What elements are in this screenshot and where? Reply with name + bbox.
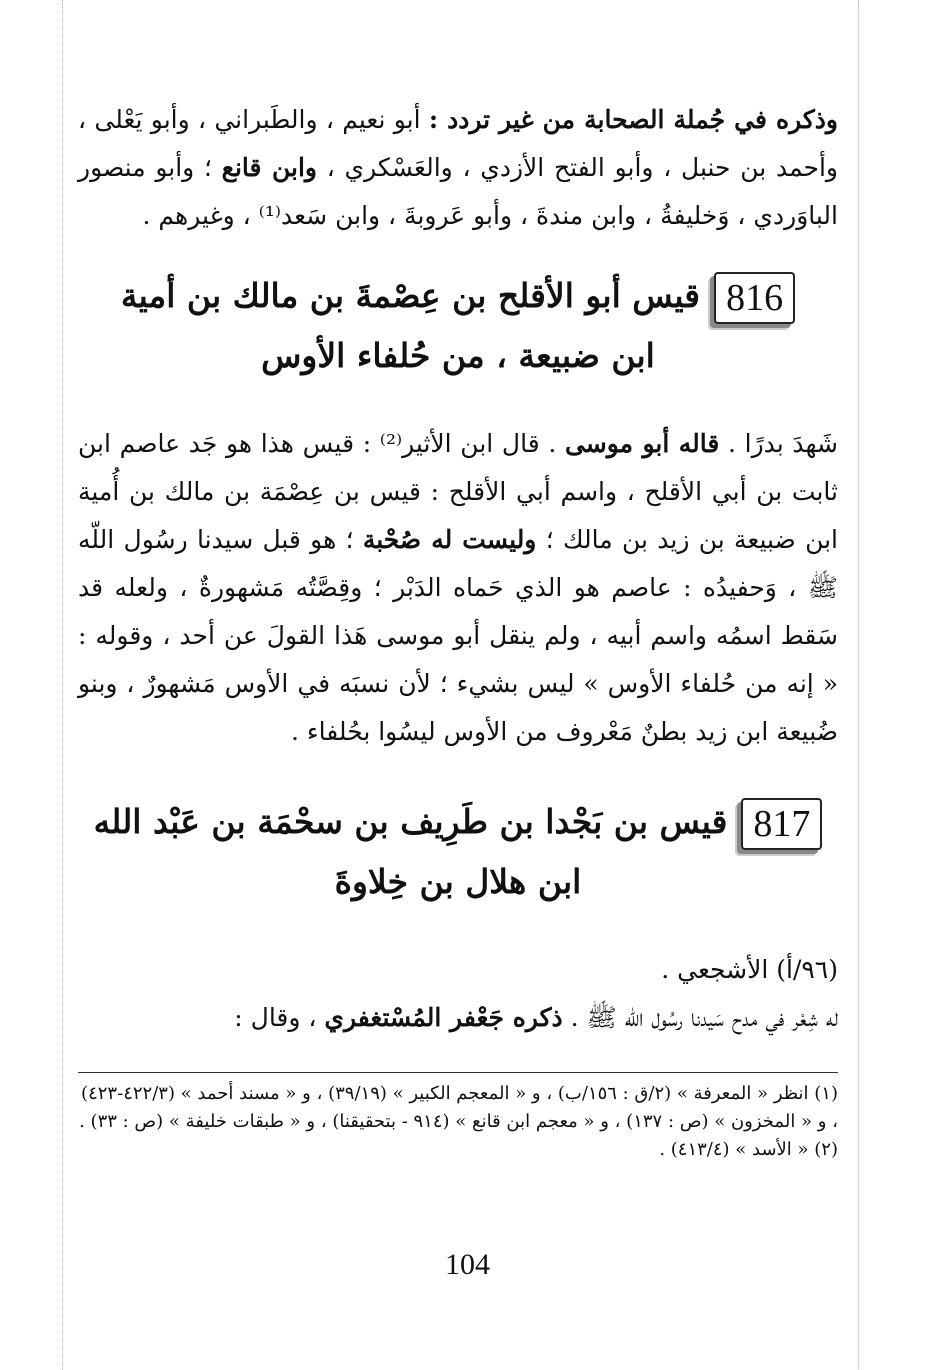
intro-text: أبو نعيم ، والطَبراني ، وأبو يَعْلى ، وأحمد بن حنبل ، وأبو الفتح الأزدي ، والعَسْكري ، <box>78 105 839 182</box>
body-bold: ذكره جَعْفر المُسْتغفري <box>324 1003 563 1032</box>
footnote-divider <box>78 1072 838 1073</box>
intro-paragraph <box>78 96 838 240</box>
body-text: له شِعْر في مدح سَيدنا رسُول اللّه ﷺ . <box>562 1003 838 1032</box>
body-text: شَهدَ بدرًا . <box>719 429 839 458</box>
page-number: 104 <box>445 1248 490 1281</box>
body-bold: قاله أبو موسى <box>564 429 720 458</box>
entry-title-line1: قيس أبو الأقلح بن عِصْمةَ بن مالك بن أمية <box>120 276 701 315</box>
body-bold: وليست له صُحْبة <box>362 525 537 554</box>
body-text: . قال ابن الأثير⁽²⁾ : قيس هذا هو جَد عاصم ابن ثابت بن أبي الأقلح ، واسم أبي الأقلح : قيس بن عِصْمَة بن مالك بن أُمية ابن ضبيعة بن زيد بن مالك ؛ <box>78 429 839 554</box>
entry-number-badge: 817 <box>741 798 822 850</box>
margin-guide-right <box>858 0 859 1370</box>
footnote-1: (١) انظر « المعرفة » (٢/ق : ١٥٦/ب) ، و « المعجم الكبير » (٣٩/١٩) ، و « مسند أحمد » (٤٢٢/٣-٤٢٣) ، و « المخزون » (ص : ١٣٧) ، و « معجم ابن قانع » (٩١٤ - بتحقيقنا) ، و « طبقات خليفة » (ص : ٣٣) . <box>79 1083 838 1132</box>
entry-number-badge: 816 <box>714 272 795 324</box>
entry-title-line2: ابن هلال بن خِلاوةَ <box>334 862 582 901</box>
entry-817-body <box>78 946 838 1042</box>
entry-817-heading <box>78 792 838 912</box>
entry-title-line1: قيس بن بَجْدا بن طَرِيف بن سحْمَة بن عَبْد الله <box>93 802 728 841</box>
intro-text-2: ؛ وأبو منصور الباوَردي ، وَخليفةُ ، وابن مندةَ ، وأبو عَروبةَ ، وابن سَعد⁽¹⁾ ، وغيرهم . <box>78 153 838 230</box>
footnote-2: (٢) « الأسد » (٤١٣/٤) . <box>659 1139 838 1160</box>
body-line: (٩٦/أ) الأشجعي . <box>661 955 838 984</box>
entry-816-heading <box>78 266 838 386</box>
entry-816-body <box>78 420 838 756</box>
intro-bold-mid: وابن قانع <box>221 153 317 182</box>
intro-bold-lead: وذكره في جُملة الصحابة من غير تردد : <box>428 105 838 134</box>
entry-title-line2: ابن ضبيعة ، من حُلفاء الأوس <box>261 336 655 375</box>
margin-guide-left <box>62 0 63 1370</box>
body-text: ؛ هو قبل سيدنا رسُول اللّه ﷺ ، وَحفيدُه : عاصم هو الذي حَماه الدَبْر ؛ وقِصَّتُه مَشهورةٌ ، ولعله قد سَقط اسمُه واسم أبيه ، ولم ينقل أبو موسى هَذا القولَ عن أحد ، وقوله : « إنه من حُلفاء الأوس » ليس بشيء ؛ لأن نسبَه في الأوس مَشهورٌ ، وبنو ضُبيعة ابن زيد بطنٌ مَعْروف من الأوس ليسُوا بحُلفاء . <box>78 525 838 746</box>
body-text: ، وقال : <box>234 1003 325 1032</box>
footnotes <box>78 1080 838 1164</box>
